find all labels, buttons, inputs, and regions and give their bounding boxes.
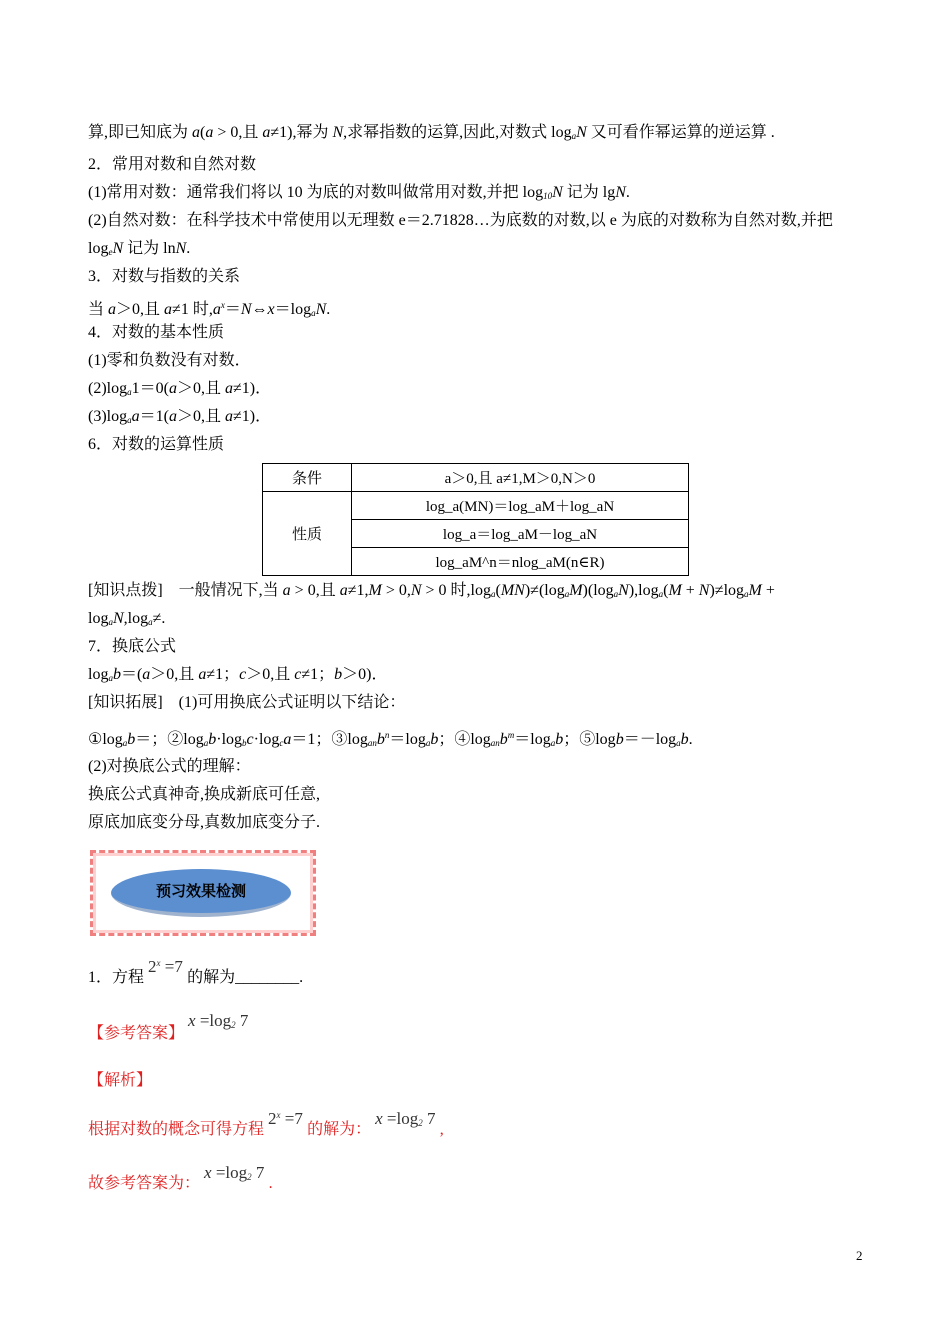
- condition-value: a＞0,且 a≠1,M＞0,N＞0: [352, 464, 689, 492]
- question-1: 1．方程 $2^x =7$ 的解为________.: [88, 957, 304, 986]
- page-number: 2: [856, 1248, 863, 1263]
- analysis-text: 根据对数的概念可得方程 $2^x =7$ 的解为： $x =\log_2$ 7 ,: [88, 1109, 444, 1138]
- section-heading-3: 3．对数与指数的关系: [88, 268, 241, 285]
- property-row-product: log_a(MN)＝log_aM＋log_aN: [352, 492, 689, 520]
- knowledge-tip: [知识点拨] 一般情况下,当 a > 0,且 a≠1,M > 0,N > 0 时$,\log_a(MN)\ne(\log_aM)(\log_aN),\log_a(M + N)\ne\log_aM$ +: [88, 582, 775, 599]
- section-heading-4: 4．对数的基本性质: [88, 324, 225, 341]
- extension-understanding: (2)对换底公式的理解：: [88, 758, 251, 775]
- natural-log-paragraph-cont: $\log_eN$ 记为 lnN.: [88, 240, 191, 257]
- condition-label: 条件: [263, 464, 352, 492]
- question-equation: $2^x =7$: [148, 957, 183, 976]
- knowledge-tip-cont: $\log_aN,\log_a\ne$.: [88, 610, 166, 627]
- section-banner: [90, 850, 316, 936]
- section-heading-6: 6．对数的运算性质: [88, 436, 225, 453]
- natural-log-paragraph: (2)自然对数：在科学技术中常使用以无理数 e＝2.71828…为底数的对数,以 e 为底的对数称为自然对数,并把: [88, 212, 833, 229]
- log-operation-table: [262, 463, 689, 576]
- property-label: 性质: [263, 492, 352, 576]
- analysis-equation: $2^x =7$: [268, 1109, 303, 1128]
- common-log-paragraph: (1)常用对数：通常我们将以 10 为底的对数叫做常用对数,并把 $\log_{10}N$ 记为 lgN.: [88, 184, 630, 201]
- property-3: $(3)\log_aa=1(a>0$,且 a≠1)．: [88, 408, 272, 425]
- property-2: $(2)\log_a1=0(a>0$,且 a≠1)．: [88, 380, 272, 397]
- mnemonic-line-2: 原底加底变分母,真数加底变分子.: [88, 814, 321, 831]
- change-of-base-formula: $\log_ab=(a>0$,且 a≠1；c＞0,且 c≠1；b＞0)．: [88, 666, 388, 683]
- analysis-label: 【解析】: [88, 1072, 153, 1089]
- section-heading-7: 7．换底公式: [88, 638, 177, 655]
- section-heading-2: 2．常用对数和自然对数: [88, 156, 257, 173]
- mnemonic-line-1: 换底公式真神奇,换成新底可任意,: [88, 786, 321, 803]
- answer-expression: $x =\log_2$ 7: [188, 1011, 249, 1030]
- property-1: (1)零和负数没有对数．: [88, 352, 251, 369]
- conclusion-expression: $x =\log_2$ 7: [204, 1163, 265, 1182]
- property-row-quotient: log_a＝log_aM－log_aN: [352, 520, 689, 548]
- paragraph-intro: 算,即已知底为 a(a > 0,且 a≠1),幂为 N,求幂指数的运算,因此,对数式 $\log_aN$ 又可看作幂运算的逆运算 .: [88, 124, 775, 141]
- property-row-power: log_aM^n＝nlog_aM(n∈R): [352, 548, 689, 576]
- extension-conclusions: $①\log_ab=$；$②\log_ab\cdot\log_bc\cdot\log_ca=1$；$③\log_{an}b^n=\log_ab$；$④\log_{an}b^m=\log_ab$；$⑤\log b=-\log_ab$.: [88, 730, 693, 748]
- preview-test-badge: 预习效果检测: [111, 869, 291, 917]
- knowledge-extension: [知识拓展] (1)可用换底公式证明以下结论：: [88, 694, 406, 711]
- log-exp-relation: 当 a＞0,且 a≠1 时$,a^x=N\Leftrightarrow x=\log_aN$.: [88, 300, 331, 318]
- conclusion-text: 故参考答案为： $x =\log_2$ 7 .: [88, 1163, 273, 1192]
- analysis-solution: $x =\log_2$ 7: [375, 1109, 436, 1128]
- answer-line: 【参考答案】 $x =\log_2$ 7: [88, 1011, 249, 1042]
